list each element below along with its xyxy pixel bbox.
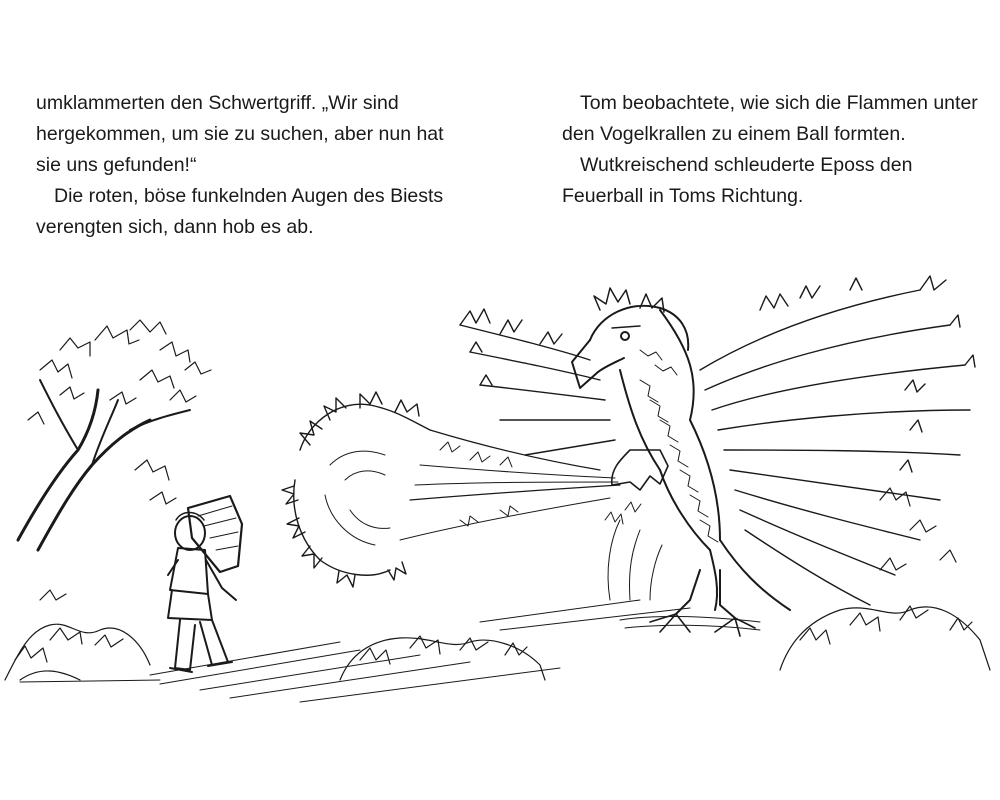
bush-center: [340, 636, 545, 680]
body-feathers: [640, 350, 718, 542]
boy-with-shield: [168, 496, 242, 672]
tree: [18, 320, 211, 550]
paragraph: umklammerten den Schwertgriff. „Wir sind hergekommen, um sie zu suchen, aber nun hat sie uns gefunden!“: [36, 92, 444, 176]
phoenix-right-wing: [700, 276, 975, 605]
fire-plant: [605, 502, 662, 600]
fireball: [282, 392, 620, 587]
bush-left: [5, 590, 150, 680]
paragraph: Wutkreischend schleuderte Eposs den Feuerball in Toms Richtung.: [562, 154, 913, 207]
paragraph: Die roten, böse funkelnden Augen des Biests verengten sich, dann hob es ab.: [36, 185, 444, 238]
phoenix-fireball-illustration: [0, 270, 1000, 710]
paragraph: Tom beobachtete, wie sich die Flammen unter den Vogelkrallen zu einem Ball formten.: [562, 92, 978, 145]
bush-right: [780, 488, 990, 670]
phoenix-left-wing: [460, 309, 615, 455]
ground-lines: [20, 600, 690, 702]
right-text-column: [562, 88, 982, 212]
left-text-column: [36, 88, 456, 243]
